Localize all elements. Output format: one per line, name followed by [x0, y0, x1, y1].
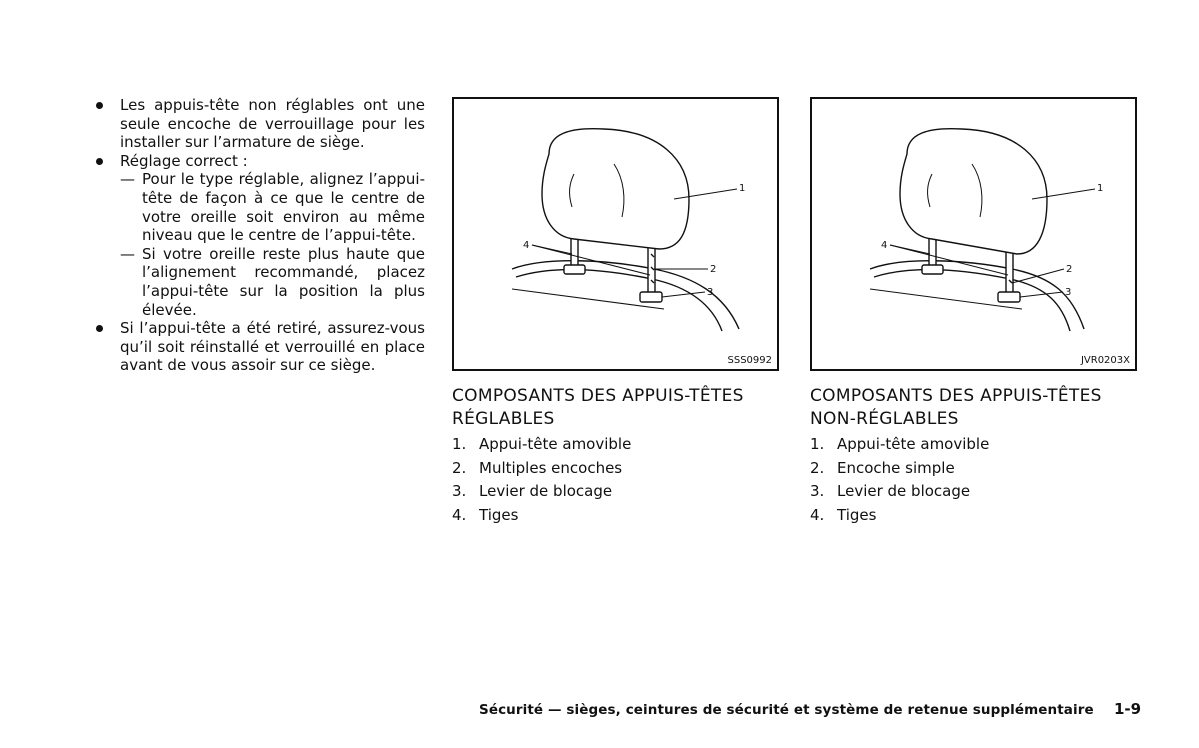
dash-marker: —: [120, 170, 135, 189]
item-label: Encoche simple: [837, 458, 955, 477]
item-number: 2.: [452, 458, 467, 477]
list-item: [810, 504, 1150, 528]
section-title-line: COMPOSANTS DES APPUIS-TÊTES: [452, 386, 744, 406]
leader-3: [1020, 292, 1063, 297]
list-item: [810, 457, 1150, 481]
lock-lever: [998, 292, 1020, 302]
item-number: 3.: [810, 482, 825, 501]
callout-2: 2: [710, 264, 717, 275]
section-title: [810, 385, 1150, 431]
section-title: [452, 385, 792, 431]
item-label: Multiples encoches: [479, 458, 623, 477]
list-item: [452, 504, 792, 528]
item-label: Tiges: [837, 506, 877, 525]
dash-list: [120, 170, 425, 319]
page-number: 1-9: [1114, 700, 1142, 718]
page-footer: Sécurité — sièges, ceintures de sécurité et système de retenue supplémentaire: [479, 702, 1094, 718]
callout-3: 3: [707, 287, 714, 298]
item-number: 2.: [810, 458, 825, 477]
item-label: Appui-tête amovible: [479, 435, 632, 453]
components-list: [810, 433, 1150, 528]
bullet-item: [94, 319, 425, 375]
list-item: [452, 433, 792, 457]
dash-text: Pour le type réglable, alignez l’appui-tête de façon à ce que le centre de votre oreille soit environ au même niveau que le centre de l’appui-tête.: [142, 170, 425, 245]
section-title-line: RÉGLABLES: [452, 409, 555, 429]
item-number: 4.: [452, 506, 467, 525]
item-label: Appui-tête amovible: [837, 435, 990, 453]
adjustable-components-section: [452, 385, 792, 528]
list-item: [452, 480, 792, 504]
callout-3: 3: [1065, 287, 1072, 298]
sleeve-left: [564, 265, 585, 274]
seat-inner-edge: [874, 270, 1070, 331]
dash-marker: —: [120, 244, 135, 263]
stay-right: [1006, 251, 1013, 293]
dash-item: [120, 170, 425, 244]
figure-code: SSS0992: [727, 355, 772, 366]
headrest-illustration: [454, 99, 777, 369]
headrest-pad: [900, 129, 1047, 254]
callout-4: 4: [881, 240, 888, 251]
figure-adjustable-head-restraint: [452, 97, 779, 371]
section-title-line: COMPOSANTS DES APPUIS-TÊTES: [810, 386, 1102, 406]
safety-text-column: [94, 96, 425, 375]
leader-3: [662, 292, 705, 297]
components-list: [452, 433, 792, 528]
callout-1: 1: [1097, 183, 1104, 194]
seat-inner-edge: [516, 270, 722, 331]
dash-text: Si votre oreille reste plus haute que l’alignement recommandé, placez l’appui-tête sur la position la plus élevée.: [142, 244, 425, 319]
item-number: 1.: [452, 435, 467, 453]
list-item: [810, 480, 1150, 504]
item-label: Levier de blocage: [479, 482, 613, 501]
bullet-item: [94, 152, 425, 319]
lock-lever: [640, 292, 662, 302]
headrest-illustration: [812, 99, 1135, 369]
item-number: 3.: [452, 482, 467, 501]
item-label: Levier de blocage: [837, 482, 971, 501]
item-label: Tiges: [479, 506, 519, 525]
bullet-text: Les appuis-tête non réglables ont une seule encoche de verrouillage pour les installer sur l’armature de siège.: [120, 96, 425, 152]
bullet-text: Réglage correct :: [120, 151, 248, 170]
callout-2: 2: [1066, 264, 1073, 275]
dash-item: [120, 245, 425, 319]
item-number: 1.: [810, 435, 825, 453]
callout-1: 1: [739, 183, 746, 194]
callout-4: 4: [523, 240, 530, 251]
section-title-line: NON-RÉGLABLES: [810, 409, 959, 429]
headrest-pad: [542, 129, 689, 249]
sleeve-left: [922, 265, 943, 274]
figure-fixed-head-restraint: [810, 97, 1137, 371]
bullet-item: [94, 96, 425, 152]
list-item: [810, 433, 1150, 457]
fixed-components-section: [810, 385, 1150, 528]
bullet-text: Si l’appui-tête a été retiré, assurez-vous qu’il soit réinstallé et verrouillé en place avant de vous assoir sur ce siège.: [120, 319, 425, 375]
list-item: [452, 457, 792, 481]
item-number: 4.: [810, 506, 825, 525]
figure-code: JVR0203X: [1080, 355, 1130, 366]
